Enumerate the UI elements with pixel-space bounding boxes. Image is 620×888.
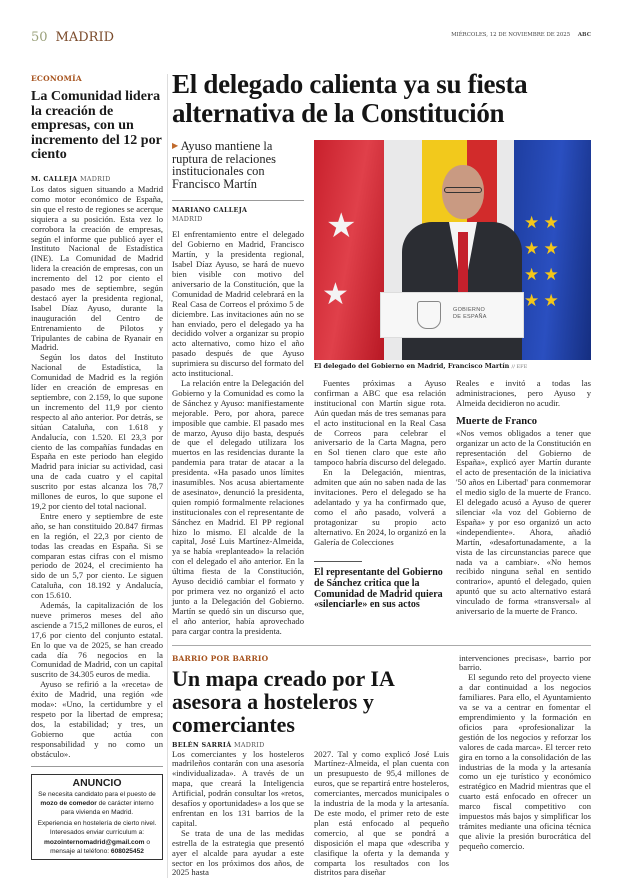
bottom-headline: Un mapa creado por IA asesora a hosteleros y comerciantes — [172, 665, 394, 737]
eu-stars: ★ ★ ★ ★ ★ ★ ★ ★ — [524, 213, 559, 310]
author: MARIANO CALLEJA — [172, 206, 248, 215]
byline — [31, 175, 163, 184]
paragraph: 2027. Tal y como explicó José Luis Martínez-Almeida, el plan cuenta con un presupuesto de 95,4 millones de euros, que se repartirá entre hosteleros, comerciantes, mercados municipales o la industria de la moda y la artesanía. De este modo, el primer reto de este plan está enfocado al pequeño comercio, al que se pondrá a disposición el mapa que «describa y clasifique la oferta y la demanda y comparta los resultados con los distritos para diseñar — [314, 748, 449, 878]
paragraph: intervenciones precisas», barrio por barrio. — [459, 652, 591, 673]
main-photo-area — [314, 140, 591, 617]
bottom-col3 — [459, 654, 591, 852]
city: MADRID — [172, 215, 203, 224]
section-divider — [172, 645, 591, 646]
main-col2 — [314, 379, 446, 547]
bottom-left-area — [172, 654, 449, 879]
section-kicker: BARRIO POR BARRIO — [172, 653, 269, 663]
divider — [31, 766, 163, 767]
main-col1 — [172, 230, 304, 636]
left-article — [31, 74, 163, 860]
bottom-article — [172, 654, 591, 879]
speaker-tie — [458, 232, 468, 292]
madrid-flag — [314, 140, 384, 360]
ad-text: o mensaje al teléfono: — [50, 838, 151, 855]
classified-ad — [31, 774, 163, 860]
right-area — [172, 69, 591, 878]
paragraph: Entre enero y septiembre de este año, se han constituido 20.847 firmas en la región, el 22,3 por ciento de todas las creadas en España. Si se comparan estas cifras con el mismo periodo de 2024, el crecimiento ha sido de un 5,7 por ciento. Le siguen Cataluña, con 18.192 y Andalucía, con 15.610. — [31, 510, 163, 601]
photo-caption — [314, 362, 591, 371]
main-col2-wrap — [314, 379, 446, 611]
paragraph: Según los datos del Instituto Nacional de Estadística, la Comunidad de Madrid es la región líder en creación de empresas en septiembre, con 2.159, lo que supone un incremento del 11,9 por ciento respecto al año anterior. Por detrás, se sitúan Cataluña, con 1.618 y Andalucía, con 1.520. El 23,3 por ciento de las compañías fundadas en España en este periodo han elegido Madrid para iniciar su actividad, casi una de cada cuatro y el capital suscrito por estas alcanza los 78,7 millones de euros, lo que supone el 19,2 por ciento del total nacional. — [31, 352, 163, 511]
flag-star: ★ — [326, 208, 357, 245]
caption-text: El delegado del Gobierno en Madrid, Francisco Martín — [314, 362, 510, 370]
podium-text-line: GOBIERNO — [453, 307, 486, 313]
city: MADRID — [233, 740, 265, 749]
brand-name: ABC — [577, 32, 591, 38]
byline — [172, 206, 304, 224]
paragraph: El enfrentamiento entre el delegado del Gobierno en Madrid, Francisco Martín, y la presidenta regional, Isabel Díaz Ayuso, se hará de nuevo bien visible con motivo del aniversario de la Constitución, que la Comunidad de Madrid celebrará en la Real Casa de Correos el próximo 5 de diciembre. Las invitaciones aún no se han enviado, pero el delegado ya ha decidido volver a organizar su propio acto alternativo, como hizo el año pasado después de que Ayuso suprimiera su discurso del formato del acto institucional. — [172, 229, 304, 379]
ad-text: Se necesita candidato para el puesto de — [38, 790, 156, 798]
page-header — [31, 28, 591, 50]
paragraph: Además, la capitalización de los nueve primeros meses del año asciende a 715,2 millones de euros, el 17,6 por ciento del conjunto estatal. En lo que va de 2025, se han creado cada día 76 negocios en la Comunidad de Madrid, con un capital suscrito de 34.305 euros de media. — [31, 600, 163, 680]
pull-quote: El representante del Gobierno de Sánchez critica que la Comunidad de Madrid quiera «silenciarle» en sus actos — [314, 567, 443, 611]
paragraph: Fuentes próximas a Ayuso confirman a ABC que esa relación institucional con Martín sigue rota. Aún quedan más de tres semanas para el acto institucional en la Real Casa de Correos para celebrar el aniversario de la Carta Magna, pero en Sol tienen claro que este año tampoco habría discurso del delegado. — [314, 378, 446, 468]
caption-credit: // EFE — [511, 364, 528, 370]
paragraph: «Nos vemos obligados a tener que organizar un acto de la Constitución en representación del Gobierno de España», explicó ayer Martín durante el acto de presentación de la iniciativa '50 años en Libertad' para conmemorar el medio siglo de la muerte de Franco. El delegado acusó a Ayuso de querer silenciar «la voz del Gobierno de España» y por eso organizó un acto «independiente». Ahora, añadió Martín, «desafortunadamente, a la vista de las circunstancias parece que nada va a cambiar». «No hemos recibido ninguna señal en sentido contrario», apuntó el delegado, quien apuntó que su acto alternativo estará vinculado de forma «transversal» al aniversario de la muerte de Franco. — [456, 427, 591, 617]
paragraph: Los comerciantes y los hosteleros madrileños contarán con una asesoría «individualizada». A través de un mapa, que creará la Inteligencia Artificial, podrán consultar los «retos, desafíos y oportunidades» a los que se enfrentan en los 131 barrios de la capital. — [172, 748, 304, 828]
column-divider — [167, 74, 168, 878]
main-article-row — [172, 140, 591, 637]
section-name: MADRID — [55, 30, 115, 45]
ad-email[interactable]: mozointernomadrid@gmail.com — [43, 838, 145, 846]
podium-text-line: DE ESPAÑA — [453, 314, 487, 320]
section-kicker: ECONOMÍA — [31, 74, 82, 83]
main-col3 — [456, 379, 591, 617]
page-number: 50 — [31, 30, 48, 45]
ad-job-title: mozo de comedor — [40, 799, 97, 807]
ad-text: de carácter interno para vivienda en Madrid. — [60, 799, 154, 816]
header-date — [451, 32, 591, 38]
subhead-text: Ayuso mantiene la ruptura de relaciones institucionales con Francisco Martín — [172, 139, 276, 191]
flag-star: ★ — [322, 278, 349, 311]
bottom-col1 — [172, 750, 304, 879]
main-col1-wrap — [172, 140, 304, 637]
city: MADRID — [79, 174, 111, 183]
main-headline: El delegado calienta ya su fiesta alternativa de la Constitución — [172, 69, 528, 128]
ad-text-1 — [35, 790, 159, 818]
author: M. CALLEJA — [31, 174, 78, 183]
date-text: MIÉRCOLES, 12 DE NOVIEMBRE DE 2025 — [451, 32, 571, 38]
main-col3-body — [456, 379, 591, 617]
podium — [380, 292, 524, 338]
divider — [172, 200, 304, 201]
triangle-bullet-icon: ▶ — [172, 141, 179, 150]
paragraph: En la Delegación, mientras, admiten que aún no saben nada de las invitaciones. Pero el delegado se ha adelantado y ya ha confirmado que, como el año pasado, volverá a protagonizar su propio acto alternativo. En 2024, lo organizó en la Galería de Colecciones — [314, 467, 446, 547]
paragraph: La relación entre la Delegación del Gobierno y la Comunidad es como la de Sánchez y Ayuso: manifiestamente mejorable. Pero, por ahora, parece imposible que cambie. El pasado mes de marzo, Ayuso dijo basta, después de que el delegado utilizara los muertos en las residencias durante la pandemia para tratar de atacar a la presidenta. «Ha pasado unos límites inasumibles. Nos acusa abiertamente de asesinato», denunció la presidenta, quien rompió formalmente relaciones institucionales con el representante de Sánchez en Madrid. El PP regional hizo lo mismo. El alcalde de la capital, José Luis Martínez-Almeida, ya se había «replanteado» la relación con el delegado el año anterior. En la última fiesta de la Constitución, Ayuso decidió cambiar el formato y por primera vez no organizó el acto junto a la Delegación del Gobierno. Martín se quedó sin un discurso que, el año anterior, había aprovechado para cargar contra la presidenta. — [172, 377, 304, 636]
ad-phone: 608025452 — [110, 847, 144, 855]
bottom-columns — [172, 750, 449, 879]
left-article-body — [31, 185, 163, 760]
divider — [314, 561, 362, 562]
news-photo — [314, 140, 591, 360]
author: BELÉN SARRIÁ — [172, 740, 232, 749]
bottom-col2 — [314, 750, 449, 879]
speaker-glasses — [444, 187, 482, 193]
ad-text-2 — [35, 819, 159, 856]
inline-subhead: Muerte de Franco — [456, 415, 538, 427]
paragraph: Ayuso se refirió a la «receta» de éxito de Madrid, una región «de moda»: «Uno, la certidumbre y el respeto por la libertad de empresa; dos, la estabilidad; y tres, un Gobierno que actúa con responsabilidad y no como un obstáculo». — [31, 679, 163, 759]
podium-text — [453, 307, 487, 321]
ad-title: ANUNCIO — [72, 776, 122, 789]
page-layout — [31, 69, 591, 878]
paragraph: Se trata de una de las medidas estrella de la estrategia que presentó ayer el alcalde para ayudar a este sector en los próximos dos años, de 2025 hasta — [172, 827, 304, 878]
subhead — [172, 140, 304, 190]
paragraph: Reales e invitó a todas las administraciones, pero Ayuso y Almeida decidieron no acudir. — [456, 378, 591, 408]
coat-of-arms-icon — [417, 301, 441, 329]
ad-text: Experiencia en hostelería de cierto nivel. Interesados enviar currículum a: — [37, 820, 157, 837]
paragraph: Los datos siguen situando a Madrid como motor económico de España, sin que el resto de regiones se acerque siquiera a su posición. Esta vez lo corrobora la creación de empresas, según el informe que publicó ayer el Instituto Nacional de Estadística (INE). La Comunidad de Madrid lidera la creación de empresas, con un incremento del 12 por ciento el pasado mes de septiembre, según destacó ayer la presidenta regional, Isabel Díaz Ayuso, durante la inauguración del Centro de Entrenamiento de Pilotos y Tripulantes de cabina de Ryanair en Madrid. — [31, 183, 163, 353]
main-subcolumns — [314, 379, 591, 617]
left-headline: La Comunidad lidera la creación de empresas, con un incremento del 12 por ciento — [31, 89, 162, 163]
paragraph: El segundo reto del proyecto viene a dar continuidad a los negocios familiares. Para ello, el Ayuntamiento va se va a centrar en fomentar el emprendimiento y la formación en oficios para «profesionalizar la gestión de los negocios y reforzar los valores de cada marca». El tercer reto gira en torno a la consolidación de las industrias de la moda y la artesanía como un eje turístico y económico estratégico en Madrid mientras que el cuarto está enfocado en ofrecer un marco fiscal competitivo con impuestos más bajos y simplificar los trámites mediante una oficina técnica que alivie la presión burocrática del pequeño comercio. — [459, 672, 591, 851]
